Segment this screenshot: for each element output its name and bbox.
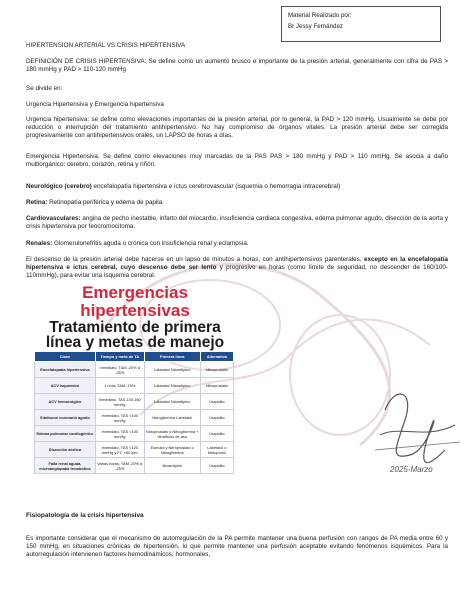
cell: Urapidilo — [200, 458, 233, 474]
urgencia-paragraph: Urgencia hipertensiva: se define como elevaciones importantes de la presión arterial, por lo general, la PAD > 120 mmHg. Usualmente se debe por reducción o interrupción del tratamiento antihipertensivo. No hay compromiso de órganos vitales. La presión arterial debe ser corregida progresivamente con antihipertensivos orales, un LAPSO de horas a días. — [26, 116, 448, 139]
signature-date: 2025-Marzo — [390, 465, 433, 474]
cell: Inmediato, TAS 130-180 mmHg — [95, 394, 144, 410]
header-alternativa: Alternativa — [200, 352, 233, 362]
cell: Falla renal aguda, microangiopatía trombótica — [35, 458, 96, 474]
organ-neurologico — [26, 183, 448, 191]
cell: Inmediato, TAM -20% a -25% — [95, 362, 144, 378]
author-name: Br Jessy Fernández — [288, 23, 344, 30]
organ-text: Glomerulonefritis aguda o crónica con insuficiencia renal y eclampsia. — [52, 240, 249, 247]
cell: Esmolol y Nitroprusiato o Nitroglicerina — [144, 442, 200, 458]
table-row — [35, 442, 234, 458]
descenso-part1: El descenso de la presión arterial debe hacerse en un lapso de minutos a horas, con antihipertensivos parenterales, — [26, 256, 365, 263]
cell: Síndrome coronario agudo — [35, 410, 96, 426]
table-row — [35, 426, 234, 442]
handwritten-signature — [370, 380, 465, 480]
header-clase: Clase — [35, 352, 96, 362]
fisiopatologia-heading: Fisiopatología de la crisis hipertensiva — [26, 512, 144, 519]
cell: Nitroprusiato — [200, 378, 233, 394]
cell: Nitroprusiato o Nitroglicerina + diuréticos de asa — [144, 426, 200, 442]
table-row — [35, 458, 234, 474]
cell: Labetalol Nicardipino — [144, 362, 200, 378]
infographic-title: Emergencias hipertensivas — [80, 283, 190, 320]
cell: Inmediato, TAS <140 mmHg — [95, 426, 144, 442]
cell: ACV hemorrágico — [35, 394, 96, 410]
cell: Disección aórtica — [35, 442, 96, 458]
emergencia-paragraph: Emergencia Hipertensiva: Se define como elevaciones muy marcadas de la PAS PAS > 180 mmHg y PAD > 110 mmHg. Se asocia a daño multiorgánico: cerebro, corazón, retina y riñón. — [26, 153, 448, 168]
cell: Inmediato, TAS <120 mmHg y FC <60 lpm — [95, 442, 144, 458]
header-tiempo: Tiempo y meta de TA — [95, 352, 144, 362]
table-header-row — [35, 352, 234, 362]
definition-paragraph: DEFINICIÓN DE CRISIS HIPERTENSIVA: Se define como un aumento brusco e importante de la presión arterial, generalmente con cifra de PAS > 180 mmHg y PAD > 110-120 mmHg — [26, 58, 448, 73]
author-label: Material Realizado por: — [288, 12, 352, 19]
cell: Labetalol Nicardipino — [144, 378, 200, 394]
cell: 1 hora, TAM -15% — [95, 378, 144, 394]
organ-label: Neurológico (cerebro) — [26, 183, 92, 190]
cell: Nitroprusiato — [200, 362, 233, 378]
organ-label: Retina: — [26, 199, 48, 206]
cell: Varias horas, TAM -20% a -25% — [95, 458, 144, 474]
cell: Urapidilo — [200, 410, 233, 426]
organ-renales — [26, 240, 448, 248]
treatment-table — [34, 351, 234, 474]
divide-items: Urgencia Hipertensiva y Emergencia hipertensiva — [26, 101, 164, 108]
table-row — [35, 410, 234, 426]
cell: Urapidilo — [200, 426, 233, 442]
cell: Labetalol Nicardipino — [144, 394, 200, 410]
cell: Urapidilo — [200, 394, 233, 410]
descenso-paragraph — [26, 256, 448, 280]
table-row — [35, 378, 234, 394]
cell: Edema pulmonar cardiogénico — [35, 426, 96, 442]
document-title: HIPERTENSION ARTERIAL VS CRISIS HIPERTENSIVA — [26, 42, 186, 49]
table-row — [35, 394, 234, 410]
organ-text: Retinopatía periférica y edema de papila. — [47, 199, 164, 206]
cell: ACV isquémico — [35, 378, 96, 394]
header-primera-linea: Primera línea — [144, 352, 200, 362]
author-box — [281, 6, 441, 42]
organ-text: encefalopatía hipertensiva e ictus cerebrovascular (isquemia o hemorragia intracerebral) — [91, 183, 341, 190]
infographic-subtitle: Tratamiento de primera línea y metas de manejo — [45, 319, 225, 351]
organ-text: angina de pecho inestable, infarto del miocardio, insuficiencia cardiaca congestiva, edema pulmonar agudo, disección de la aorta y crisis hipertensiva por feocromocitoma. — [26, 215, 448, 230]
emergencias-infographic — [30, 280, 240, 495]
organ-cardiovascular — [26, 215, 448, 231]
cell: Labetalol o Metoprolol — [200, 442, 233, 458]
divide-heading: Se divide en: — [26, 85, 63, 92]
cell: Nitroglicerina Labetalol — [144, 410, 200, 426]
descenso-part2: y progresivo en horas (como límite de seguridad, no descender de 160/100-110mmHg), para evitar una isquemia cerebral. — [26, 264, 448, 279]
descenso-bold: excepto en la encefalopatía hipertensiva e ictus cerebral, cuyo descenso debe ser lento — [26, 256, 449, 271]
organ-label: Renales: — [26, 240, 53, 247]
cell: Encefalopatía hipertensiva — [35, 362, 96, 378]
organ-label: Cardiovasculares: — [26, 215, 81, 222]
cell: Nicardipino — [144, 458, 200, 474]
cell: Inmediato, TAS <140 mmHg — [95, 410, 144, 426]
fisiopatologia-paragraph: Es importante considerar que el mecanismo de autorregulación de la PA permite mantener una buena perfusión con rangos de PA media entre 60 y 150 mmHg, en situaciones crónicas de hipertensión, lo que permite mantener una perfusión aceptable evitando fenómenos isquémicos. Para la autorregulación intervienen factores hemodinámicos, hormonales, — [26, 535, 448, 558]
table-row — [35, 362, 234, 378]
organ-retina — [26, 199, 448, 207]
